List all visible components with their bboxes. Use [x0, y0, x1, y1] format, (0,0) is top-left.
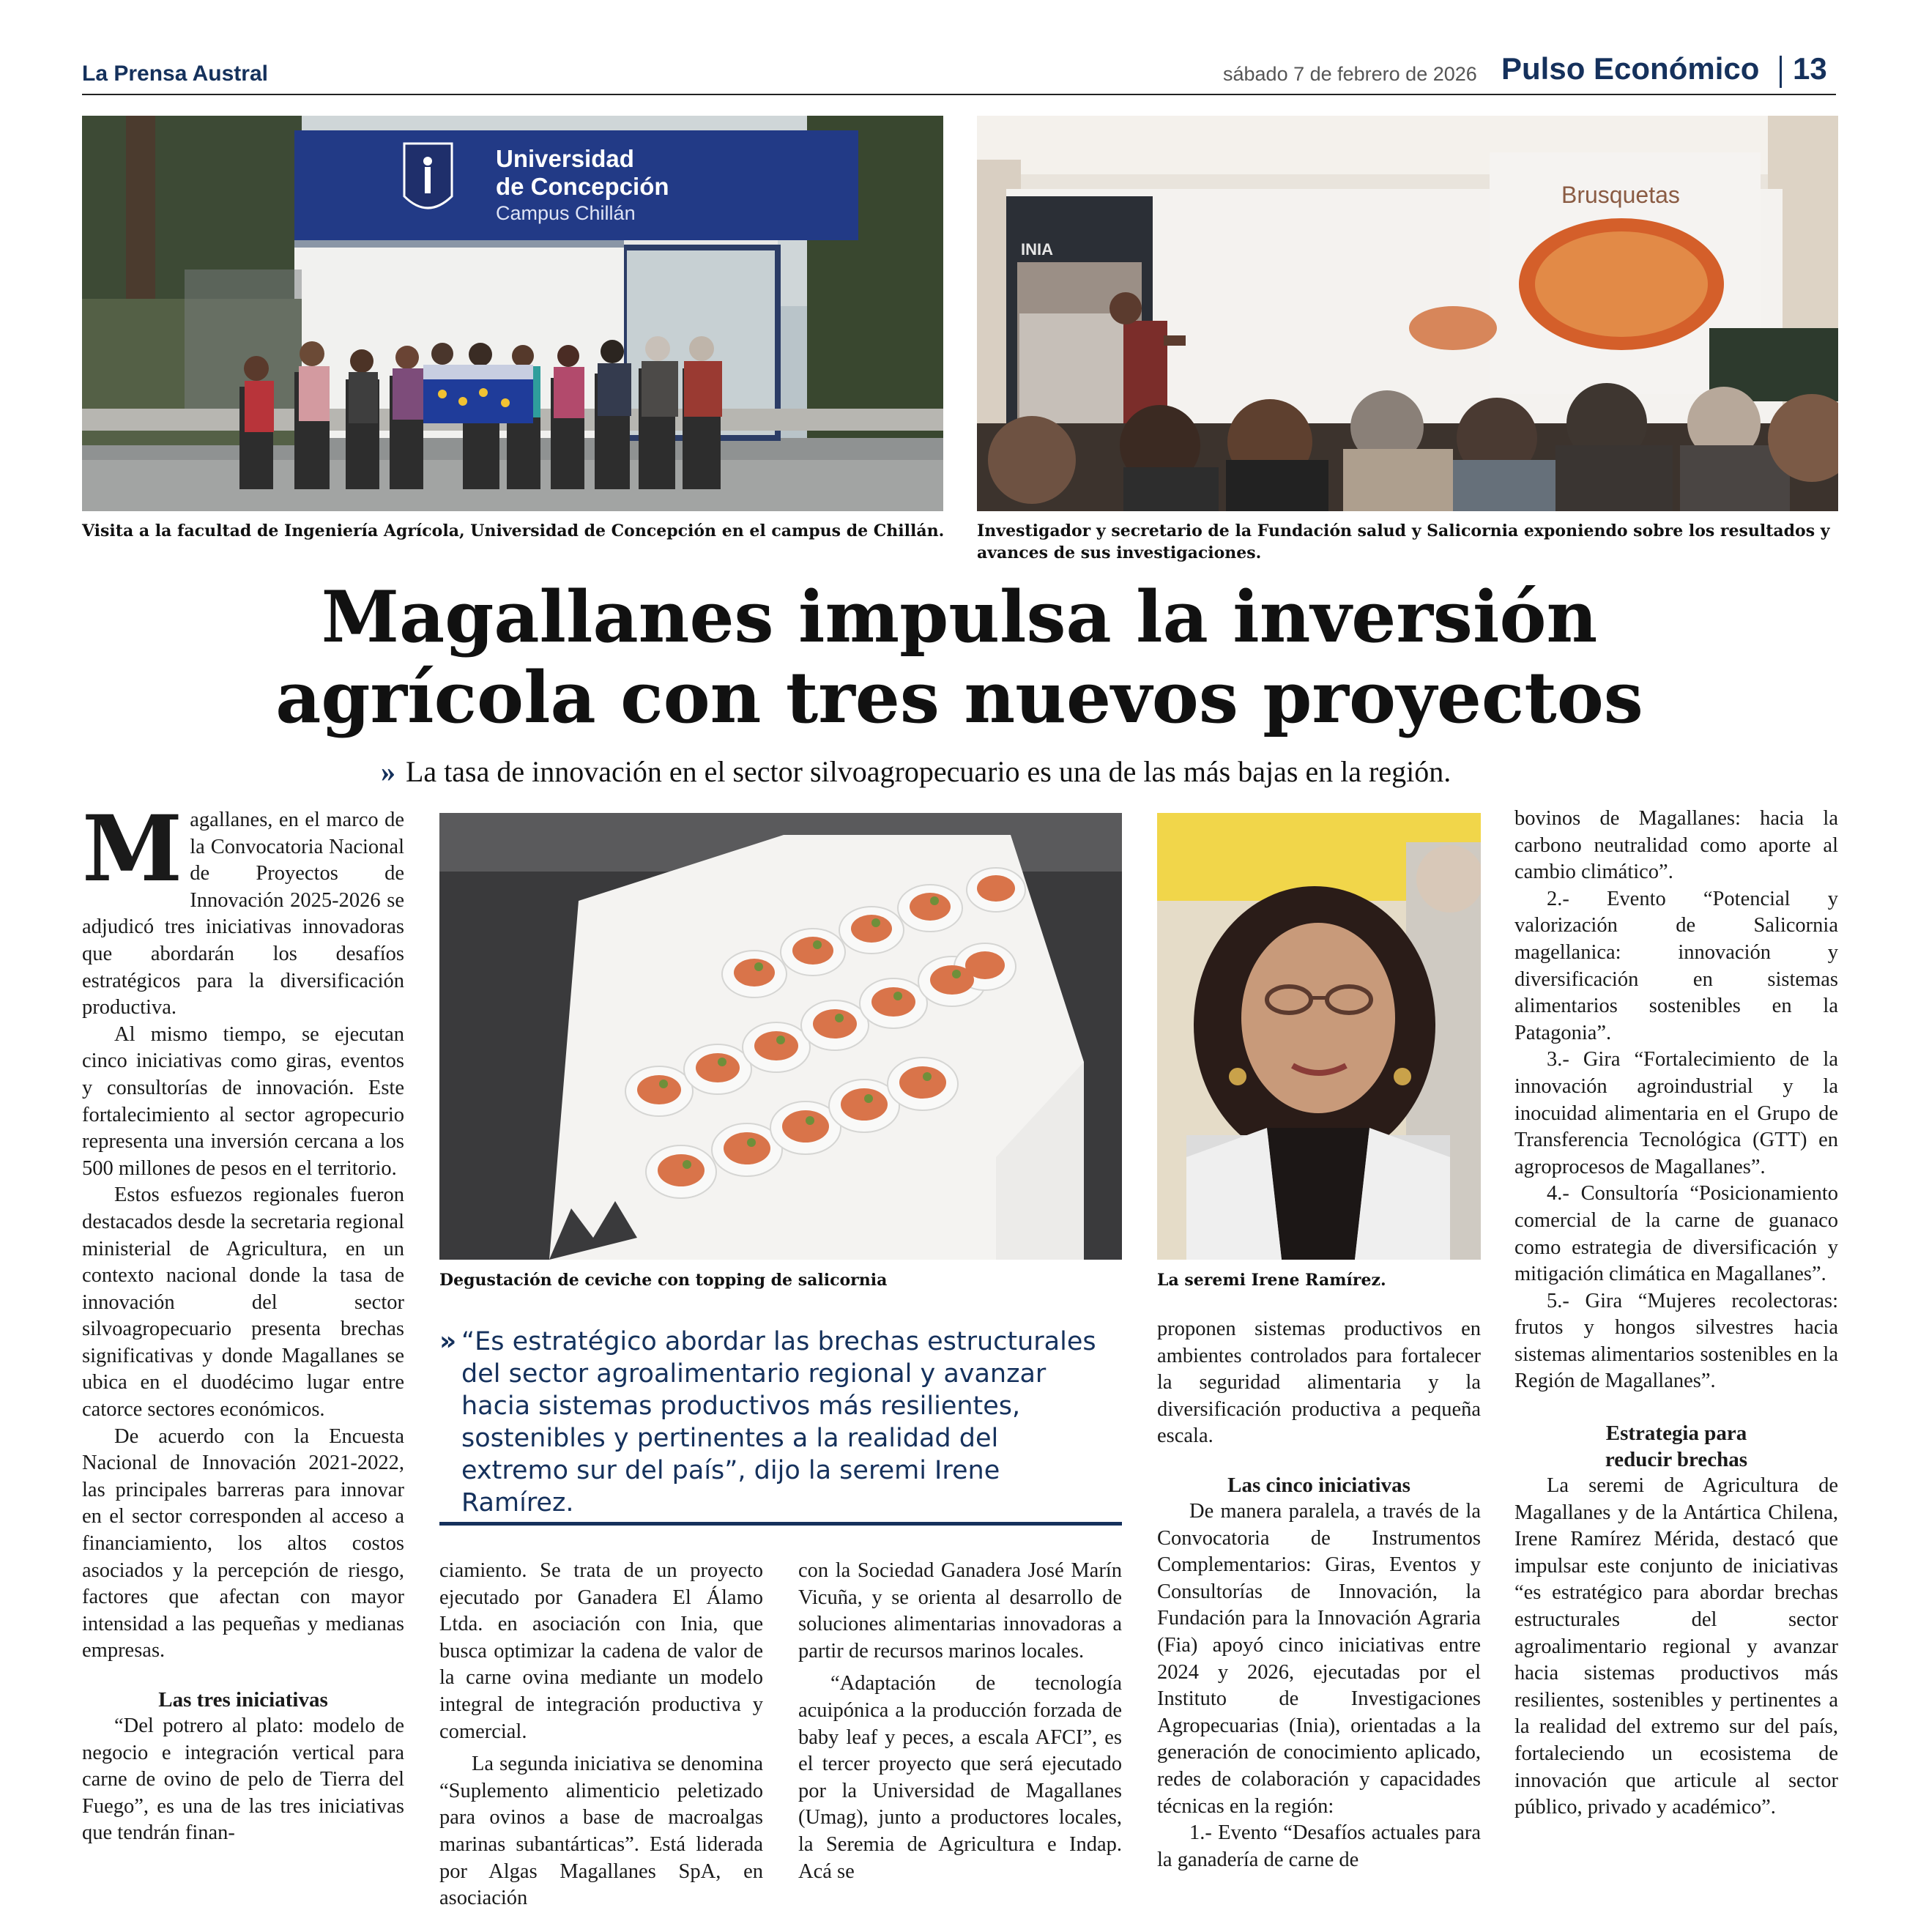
publication-name: La Prensa Austral	[82, 62, 268, 86]
photo-presentation	[977, 116, 1838, 511]
col1-paragraph-4: De acuerdo con la Encuesta Nacional de Innovación 2021-2022, las principales barreras para innovar en el sector corresponden al acceso a financiamiento, los altos costos asociados y la percepción de riesgo, factores que afectan con mayor intensidad a las pequeñas y medianas empresas.	[82, 1424, 404, 1662]
subheading-estrategia-line-1: Estrategia para	[1605, 1422, 1747, 1446]
photo-ceviche	[439, 813, 1122, 1260]
header-separator	[1780, 56, 1782, 88]
quote-bottom-rule	[439, 1522, 1122, 1526]
col2-paragraph-2: La segunda iniciativa se denomina “Suplemento alimenticio peletizado para ovinos a base de macroalgas marinas subantárticas”. Está liderada por Algas Magallanes SpA, en asociación	[439, 1753, 763, 1910]
photo-seremi-portrait	[1157, 813, 1481, 1260]
sign-line-1: Universidad	[496, 145, 634, 172]
quote-chevron-icon: »	[439, 1326, 457, 1356]
issue-date: sábado 7 de febrero de 2026	[1223, 63, 1477, 85]
caption-portrait: La seremi Irene Ramírez.	[1157, 1271, 1386, 1290]
col4-paragraph-3: 1.- Evento “Desafíos actuales para la ganadería de carne de	[1157, 1821, 1481, 1871]
col1-paragraph-3: Estos esfuezos regionales fueron destacados desde la secretaria regional ministerial de Agricultura, en un contexto nacional donde la tasa de innovación del sector silvoagropecuario presenta brechas significativas y donde Magallanes se ubica en el duodécimo lugar entre catorce sectores económicos.	[82, 1184, 404, 1422]
article-column-1	[82, 796, 404, 1847]
col1-paragraph-5: “Del potrero al plato: modelo de negocio e integración vertical para carne de ovino de pelo de Tierra del Fuego”, es una de las tres iniciativas que tendrán finan-	[82, 1714, 404, 1845]
subheading-cinco-iniciativas: Las cinco iniciativas	[1227, 1473, 1410, 1497]
pull-quote-text: “Es estratégico abordar las brechas estructurales del sector agroalimentario regional y avanzar hacia sistemas productivos más resilientes, sostenibles y pertinentes a la realidad del extremo sur del país”, dijo la seremi Irene Ramírez.	[461, 1327, 1096, 1517]
sign-line-2: de Concepción	[496, 173, 669, 200]
col1-paragraph-1: agallanes, en el marco de la Convocatoria Nacional de Proyectos de Innovación 2025-2026 se adjudicó tres iniciativas innovadoras que abordarán los desafíos estratégicos para la diversificación productiva.	[82, 809, 404, 1019]
col3-paragraph-2: “Adaptación de tecnología acuipónica a la producción forzada de baby leaf y peces, a escala AFCI”, es el tercer proyecto que será ejecutado por la Universidad de Magallanes (Umag), junto a productores locales, la Seremia de Agricultura e Indap. Acá se	[798, 1672, 1122, 1883]
col1-paragraph-2: Al mismo tiempo, se ejecutan cinco iniciativas como giras, eventos y consultorías de innovación. Este fortalecimiento al sector agropecurio representa una inversión cercana a los 500 millones de pesos en el territorio.	[82, 1022, 404, 1180]
section-name: Pulso Económico	[1501, 51, 1760, 86]
photo-university-visit	[82, 116, 943, 511]
subheading-estrategia-line-2: reducir brechas	[1605, 1448, 1748, 1472]
caption-ceviche: Degustación de ceviche con topping de salicornia	[439, 1271, 888, 1290]
col5-paragraph-6: La seremi de Agricultura de Magallanes y de la Antártica Chilena, Irene Ramírez Mérida, destacó que impulsar este conjunto de iniciativas “es estratégico para abordar brechas estructurales del sector agroalimentario regional y avanzar hacia sistemas productivos más resilientes, sostenibles y pertinentes a la realidad del extremo sur del país, fortaleciendo un ecosistema de innovación que articule al sector público, privado y académico”.	[1514, 1474, 1838, 1819]
col5-paragraph-4: 4.- Consultoría “Posicionamiento comercial de la carne de guanaco como estrategia de diversificación y mitigación climática en Magallanes”.	[1514, 1182, 1838, 1286]
sign-line-3: Campus Chillán	[496, 202, 636, 224]
header-rule	[82, 94, 1836, 95]
page-number: 13	[1793, 51, 1827, 86]
col5-paragraph-3: 3.- Gira “Fortalecimiento de la innovación agroindustrial y la inocuidad alimentaria en el Grupo de Transferencia Tecnológica (GTT) en agroprocesos de Magallanes”.	[1514, 1048, 1838, 1178]
subheading-tres-iniciativas: Las tres iniciativas	[158, 1688, 328, 1712]
dropcap: M	[82, 796, 183, 902]
article-column-3	[798, 1558, 1122, 1885]
col5-paragraph-5: 5.- Gira “Mujeres recolectoras: frutos y hongos silvestres hacia sistemas alimentarios sostenibles en la Región de Magallanes”.	[1514, 1289, 1838, 1393]
article-column-4	[1157, 1316, 1481, 1873]
article-column-5	[1514, 806, 1838, 1821]
banner-logo-text: INIA	[1021, 240, 1053, 259]
article-column-2	[439, 1558, 763, 1912]
caption-presentation: Investigador y secretario de la Fundación salud y Salicornia exponiendo sobre los resultados y avances de sus investigaciones.	[977, 521, 1830, 562]
subheading-estrategia	[1514, 1420, 1838, 1473]
caption-university-visit: Visita a la facultad de Ingeniería Agrícola, Universidad de Concepción en el campus de Chillán.	[82, 521, 945, 540]
subheadline	[381, 754, 1451, 789]
headline-line-1: Magallanes impulsa la inversión	[321, 576, 1598, 658]
chevron-right-icon: »	[381, 755, 395, 788]
col5-paragraph-1: bovinos de Magallanes: hacia la carbono neutralidad como aporte al cambio climático”.	[1514, 807, 1838, 884]
pull-quote	[439, 1326, 1099, 1519]
col4-paragraph-1: proponen sistemas productivos en ambientes controlados para fortalecer la seguridad alimentaria y la diversificación productiva a pequeña escala.	[1157, 1318, 1481, 1448]
col3-paragraph-1: con la Sociedad Ganadera José Marín Vicuña, y se orienta al desarrollo de soluciones alimentarias innovadoras a partir de recursos marinos locales.	[798, 1559, 1122, 1662]
col5-paragraph-2: 2.- Evento “Potencial y valorización de Salicornia magellanica: innovación y diversificación en sistemas alimentarios sostenibles en la Patagonia”.	[1514, 887, 1838, 1044]
headline-line-2: agrícola con tres nuevos proyectos	[275, 656, 1643, 739]
subheadline-text: La tasa de innovación en el sector silvoagropecuario es una de las más bajas en la región.	[406, 755, 1451, 788]
col2-paragraph-1: ciamiento. Se trata de un proyecto ejecutado por Ganadera El Álamo Ltda. en asociación con Inia, que busca optimizar la cadena de valor de la carne ovina mediante un modelo integral de integración productiva y comercial.	[439, 1559, 763, 1743]
col4-paragraph-2: De manera paralela, a través de la Convocatoria de Instrumentos Complementarios: Giras, Eventos y Consultorías de Innovación, la Fundación para la Innovación Agraria (Fia) apoyó cinco iniciativas entre 2024 y 2026, ejecutadas por el Instituto de Investigaciones Agropecuarias (Inia), orientadas a la generación de conocimiento aplicado, redes de colaboración y capacidades técnicas en la región:	[1157, 1499, 1481, 1818]
slide-title: Brusquetas	[1561, 182, 1680, 208]
